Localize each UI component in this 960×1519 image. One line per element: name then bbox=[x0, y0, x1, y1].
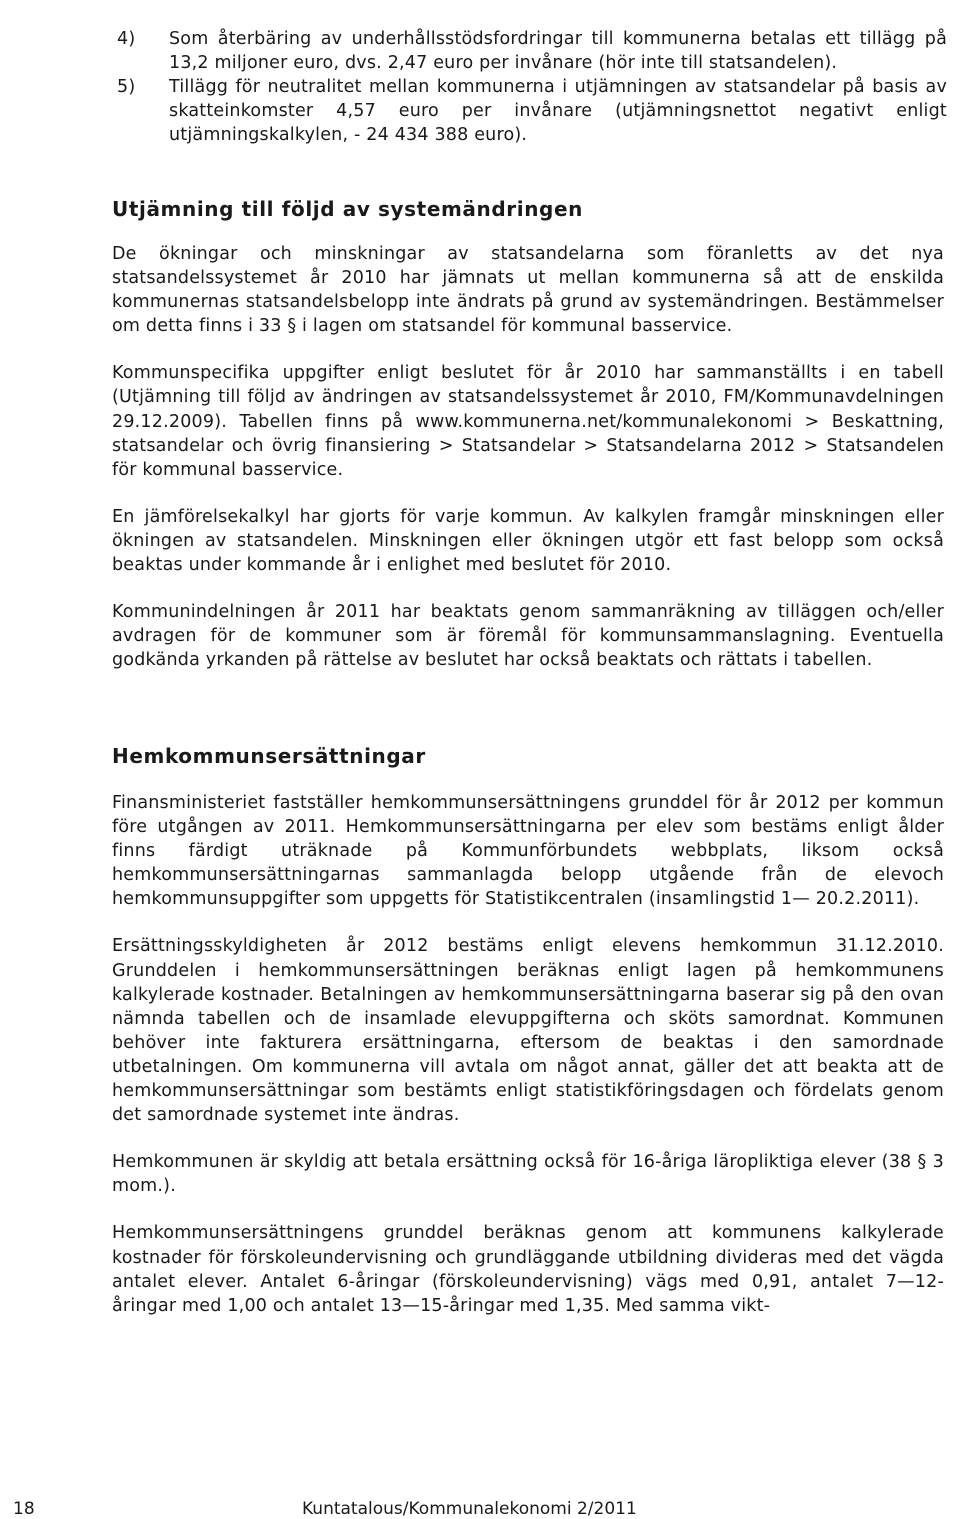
paragraph: Kommunspecifika uppgifter enligt beslutet för år 2010 har sammanställts i en tabell (Utjämning till följd av ändringen av statsandelssystemet år 2010, FM/Kommunavdelningen 29.12.2009). Tabellen finns på www.kommunerna.net/kommunalekonomi > Beskattning, statsandelar och övrig finansiering > Statsandelar > Statsandelarna 2012 > Statsandelen för kommunal basservice. bbox=[112, 363, 944, 480]
section-utjamning bbox=[112, 195, 944, 695]
page-footer bbox=[0, 1499, 960, 1519]
numbered-list bbox=[117, 27, 947, 147]
paragraph: En jämförelsekalkyl har gjorts för varje kommun. Av kalkylen framgår minskningen eller ökningen av statsandelen. Minskningen eller ökningen utgör ett fast belopp som också beaktas under kommande år i enlighet med beslutet för 2010. bbox=[112, 506, 944, 576]
section-heading: Hemkommunsersättningar bbox=[112, 744, 426, 768]
section-heading: Utjämning till följd av systemändringen bbox=[112, 197, 583, 221]
paragraph: Ersättningsskyldigheten år 2012 bestäms enligt elevens hemkommun 31.12.2010. Grunddelen i hemkommunsersättningen beräknas enligt lagen på hemkommunens kalkylerade kostnader. Betalningen av hemkommunsersättningarna baserar sig på den ovan nämnda tabellen och de insamlade elevuppgifterna och sköts samordnat. Kommunen behöver inte fakturera ersättningarna, eftersom de beaktas i den samordnade utbetalningen. Om kommunerna vill avtala om något annat, gäller det att beakta att de hemkommunsersättningar som bestämts enligt statistikföringsdagen och fördelats genom det samordnade systemet inte ändras. bbox=[112, 936, 944, 1126]
list-item-text: Tillägg för neutralitet mellan kommunerna i utjämningen av statsandelar på basis av skatteinkomster 4,57 euro per invånare (utjämningsnettot negativt enligt utjämningskalkylen, - 24 434 388 euro). bbox=[169, 77, 947, 145]
paragraph: Kommunindelningen år 2011 har beaktats genom sammanräkning av tilläggen och/eller avdragen för de kommuner som är föremål för kommunsammanslagning. Eventuella godkända yrkanden på rättelse av beslutet har också beaktats och rättats i tabellen. bbox=[112, 602, 944, 671]
list-item bbox=[117, 27, 947, 75]
publication-title: Kuntatalous/Kommunalekonomi 2/2011 bbox=[302, 1499, 637, 1519]
list-item-text: Som återbäring av underhållsstödsfordringar till kommunerna betalas ett tillägg på 13,2 miljoner euro, dvs. 2,47 euro per invånare (hör inte till statsandelen). bbox=[169, 29, 947, 73]
list-item-number: 5) bbox=[117, 77, 136, 97]
paragraph: De ökningar och minskningar av statsandelarna som föranletts av det nya statsandelssystemet år 2010 har jämnats ut mellan kommunerna så att de enskilda kommunernas statsandelsbelopp inte ändrats på grund av systemändringen. Bestämmelser om detta finns i 33 § i lagen om statsandel för kommunal basservice. bbox=[112, 244, 944, 337]
paragraph: Hemkommunsersättningens grunddel beräknas genom att kommunens kalkylerade kostnader för förskoleundervisning och grundläggande utbildning divideras med det vägda antalet elever. Antalet 6-åringar (förskoleundervisning) vägs med 0,91, antalet 7—12-åringar med 1,00 och antalet 13—15-åringar med 1,35. Med samma vikt- bbox=[112, 1223, 944, 1316]
list-item-number: 4) bbox=[117, 29, 136, 49]
paragraph: Finansministeriet fastställer hemkommunsersättningens grunddel för år 2012 per kommun före utgången av 2011. Hemkommunsersättningarna per elev som bestäms enligt ålder finns färdigt uträknade på Kommunförbundets webbplats, liksom också hemkommunsersättningarnas sammanlagda belopp utgående från de elevoch hemkommunsuppgifter som uppgetts för Statistikcentralen (insamlingstid 1— 20.2.2011). bbox=[112, 793, 944, 910]
page-number: 18 bbox=[13, 1499, 35, 1519]
paragraph: Hemkommunen är skyldig att betala ersättning också för 16-åriga läropliktiga elever (38 § 3 mom.). bbox=[112, 1152, 944, 1197]
section-hemkommunsersattningar bbox=[112, 742, 944, 1341]
list-item bbox=[117, 75, 947, 147]
